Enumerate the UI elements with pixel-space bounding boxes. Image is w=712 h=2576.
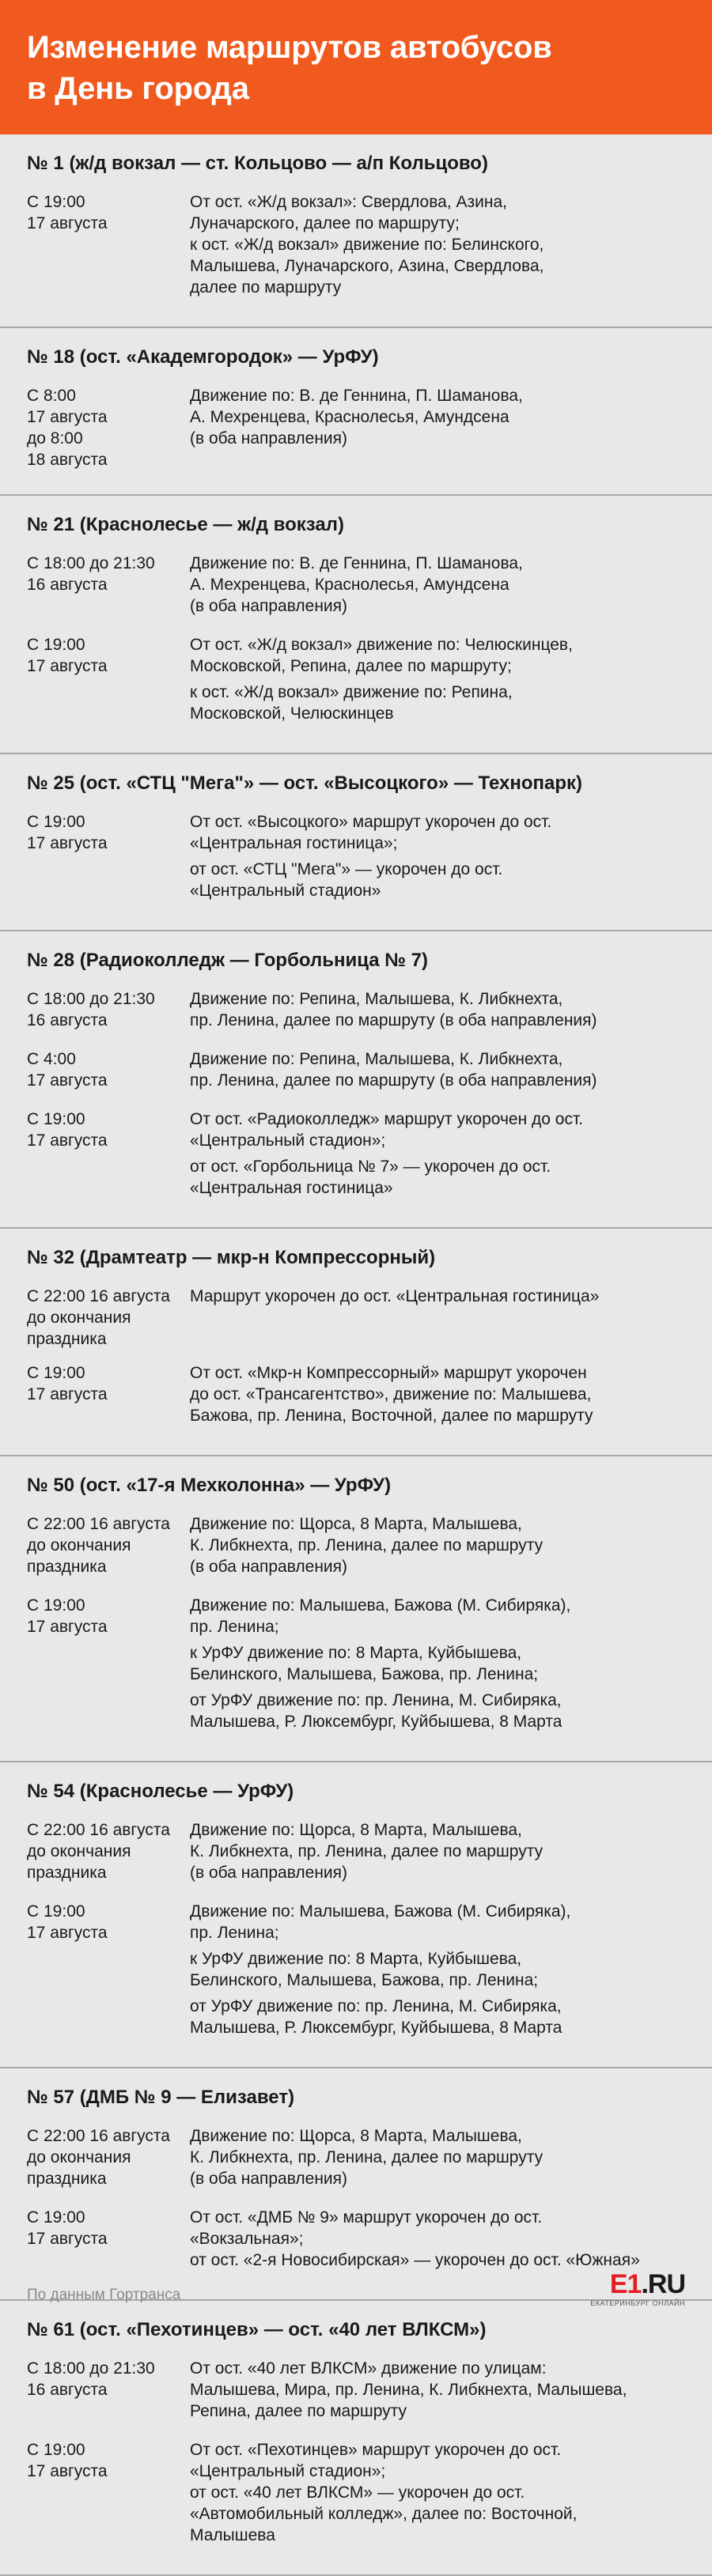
schedule-description xyxy=(190,553,685,621)
logo-e1-text: E1 xyxy=(609,2269,642,2299)
description-paragraph: Движение по: Репина, Малышева, К. Либкнехта, пр. Ленина, далее по маршруту (в оба направления) xyxy=(190,990,597,1029)
footer xyxy=(27,2268,685,2307)
schedule-description xyxy=(190,1362,685,1431)
description-paragraph: Движение по: Малышева, Бажова (М. Сибиряка), пр. Ленина; xyxy=(190,1596,571,1636)
schedule-row xyxy=(27,2125,685,2194)
schedule-row xyxy=(27,2207,685,2276)
schedule-time: С 19:00 17 августа xyxy=(27,1364,108,1403)
schedule-time: С 4:00 17 августа xyxy=(27,1050,108,1090)
description-paragraph: к УрФУ движение по: 8 Марта, Куйбышева, Белинского, Малышева, Бажова, пр. Ленина; xyxy=(190,1644,539,1683)
description-paragraph: От ост. «Радиоколледж» маршрут укорочен до ост. «Центральный стадион»; xyxy=(190,1110,584,1150)
description-paragraph: От ост. «Пехотинцев» маршрут укорочен до ост. «Центральный стадион»; от ост. «40 лет ВЛКСМ» — укорочен до ост. «Автомобильный колледж», далее по: Восточной, Малышева xyxy=(190,2441,578,2544)
route-title: № 18 (ост. «Академгородок» — УрФУ) xyxy=(27,346,379,368)
route-title: № 25 (ост. «СТЦ "Мега"» — ост. «Высоцкого» — Технопарк) xyxy=(27,772,583,794)
route-title: № 61 (ост. «Пехотинцев» — ост. «40 лет ВЛКСМ») xyxy=(27,2319,487,2340)
description-paragraph: От ост. «40 лет ВЛКСМ» движение по улицам: Малышева, Мира, пр. Ленина, К. Либкнехта, Малышева, Репина, далее по маршруту xyxy=(190,2359,627,2420)
schedule-row xyxy=(27,1048,685,1096)
schedule-description xyxy=(190,385,685,470)
description-paragraph: от ост. «СТЦ "Мега"» — укорочен до ост. «Центральный стадион» xyxy=(190,860,503,900)
route-block xyxy=(0,1229,712,1456)
description-paragraph: к ост. «Ж/д вокзал» движение по: Репина, Московской, Челюскинцев xyxy=(190,683,513,723)
description-paragraph: от ост. «Горбольница № 7» — укорочен до ост. «Центральная гостиница» xyxy=(190,1158,551,1197)
description-paragraph: От ост. «ДМБ № 9» маршрут укорочен до ост. «Вокзальная»; от ост. «2-я Новосибирская» — укорочен до ост. «Южная» xyxy=(190,2208,640,2269)
schedule-row xyxy=(27,191,685,303)
route-block xyxy=(0,2301,712,2576)
schedule-row xyxy=(27,988,685,1036)
schedule-row xyxy=(27,2439,685,2551)
description-paragraph: От ост. «Ж/д вокзал»: Свердлова, Азина, Луначарского, далее по маршруту; к ост. «Ж/д вокзал» движение по: Белинского, Малышева, Луначарского, Азина, Свердлова, далее по маршруту xyxy=(190,193,544,297)
schedule-description xyxy=(190,1286,685,1350)
route-title: № 28 (Радиоколледж — Горбольница № 7) xyxy=(27,950,429,971)
route-title: № 1 (ж/д вокзал — ст. Кольцово — а/п Кольцово) xyxy=(27,153,488,174)
description-paragraph: От ост. «Высоцкого» маршрут укорочен до ост. «Центральная гостиница»; xyxy=(190,813,552,852)
schedule-description xyxy=(190,1819,685,1888)
schedule-row xyxy=(27,1901,685,2043)
route-block xyxy=(0,754,712,931)
description-paragraph: Движение по: В. де Геннина, П. Шаманова, А. Мехренцева, Краснолесья, Амундсена (в оба направления) xyxy=(190,554,523,615)
schedule-time: С 19:00 17 августа xyxy=(27,2208,108,2248)
schedule-row xyxy=(27,634,685,729)
schedule-row xyxy=(27,1109,685,1203)
schedule-row xyxy=(27,2358,685,2427)
description-paragraph: Движение по: Щорса, 8 Марта, Малышева, К. Либкнехта, пр. Ленина, далее по маршруту (в оба направления) xyxy=(190,1515,543,1576)
schedule-row xyxy=(27,1286,685,1350)
schedule-time: С 8:00 17 августа до 8:00 18 августа xyxy=(27,387,108,469)
schedule-description xyxy=(190,2358,685,2427)
schedule-description xyxy=(190,2125,685,2194)
description-paragraph: от УрФУ движение по: пр. Ленина, М. Сибиряка, Малышева, Р. Люксембург, Куйбышева, 8 Марта xyxy=(190,1997,562,2037)
route-block xyxy=(0,931,712,1229)
schedule-description xyxy=(190,2439,685,2551)
description-paragraph: к УрФУ движение по: 8 Марта, Куйбышева, Белинского, Малышева, Бажова, пр. Ленина; xyxy=(190,1950,539,1989)
schedule-description xyxy=(190,1513,685,1582)
schedule-time: С 18:00 до 21:30 16 августа xyxy=(27,2359,155,2399)
description-paragraph: от УрФУ движение по: пр. Ленина, М. Сибиряка, Малышева, Р. Люксембург, Куйбышева, 8 Марта xyxy=(190,1691,562,1731)
route-block xyxy=(0,1762,712,2068)
source-note: По данным Гортранса xyxy=(27,2287,181,2303)
schedule-row xyxy=(27,553,685,621)
schedule-time: С 18:00 до 21:30 16 августа xyxy=(27,990,155,1029)
schedule-description xyxy=(190,191,685,303)
description-paragraph: Маршрут укорочен до ост. «Центральная гостиница» xyxy=(190,1287,600,1305)
schedule-time: С 19:00 17 августа xyxy=(27,1596,108,1636)
schedule-description xyxy=(190,1595,685,1737)
schedule-description xyxy=(190,811,685,906)
schedule-row xyxy=(27,1819,685,1888)
logo-ru-text: .RU xyxy=(641,2269,685,2299)
route-title: № 32 (Драмтеатр — мкр-н Компрессорный) xyxy=(27,1247,436,1268)
schedule-description xyxy=(190,1901,685,2043)
schedule-time: С 18:00 до 21:30 16 августа xyxy=(27,554,155,594)
route-block xyxy=(0,134,712,328)
page-title xyxy=(27,27,685,109)
schedule-row xyxy=(27,385,685,470)
schedule-description xyxy=(190,2207,685,2276)
description-paragraph: От ост. «Ж/д вокзал» движение по: Челюскинцев, Московской, Репина, далее по маршруту; xyxy=(190,636,573,675)
schedule-time: С 19:00 17 августа xyxy=(27,2441,108,2480)
route-title: № 57 (ДМБ № 9 — Елизавет) xyxy=(27,2087,295,2108)
page-title-line2: в День города xyxy=(27,71,249,106)
description-paragraph: Движение по: В. де Геннина, П. Шаманова, А. Мехренцева, Краснолесья, Амундсена (в оба направления) xyxy=(190,387,523,448)
description-paragraph: Движение по: Щорса, 8 Марта, Малышева, К. Либкнехта, пр. Ленина, далее по маршруту (в оба направления) xyxy=(190,2127,543,2188)
schedule-description xyxy=(190,634,685,729)
route-block xyxy=(0,496,712,754)
schedule-time: С 19:00 17 августа xyxy=(27,636,108,675)
schedule-description xyxy=(190,1109,685,1203)
route-block xyxy=(0,328,712,496)
route-title: № 21 (Краснолесье — ж/д вокзал) xyxy=(27,514,344,535)
schedule-row xyxy=(27,811,685,906)
description-paragraph: От ост. «Мкр-н Компрессорный» маршрут укорочен до ост. «Трансагентство», движение по: Малышева, Бажова, пр. Ленина, Восточной, далее по маршруту xyxy=(190,1364,593,1425)
route-block xyxy=(0,1456,712,1762)
route-block xyxy=(0,2068,712,2301)
description-paragraph: Движение по: Щорса, 8 Марта, Малышева, К. Либкнехта, пр. Ленина, далее по маршруту (в оба направления) xyxy=(190,1821,543,1882)
logo-mark xyxy=(610,2271,685,2298)
route-title: № 54 (Краснолесье — УрФУ) xyxy=(27,1781,294,1802)
schedule-row xyxy=(27,1513,685,1582)
e1-logo[interactable] xyxy=(590,2271,685,2307)
routes-list xyxy=(0,134,712,2576)
schedule-time: С 22:00 16 августа до окончания праздника xyxy=(27,1821,170,1882)
schedule-description xyxy=(190,1048,685,1096)
route-title: № 50 (ост. «17-я Мехколонна» — УрФУ) xyxy=(27,1475,392,1496)
schedule-time: С 19:00 17 августа xyxy=(27,813,108,852)
schedule-time: С 19:00 17 августа xyxy=(27,1110,108,1150)
header-banner xyxy=(0,0,712,134)
schedule-time: С 19:00 17 августа xyxy=(27,193,108,232)
schedule-time: С 22:00 16 августа до окончания праздника xyxy=(27,1287,170,1348)
schedule-time: С 19:00 17 августа xyxy=(27,1902,108,1942)
page-title-line1: Изменение маршрутов автобусов xyxy=(27,30,552,65)
logo-subtitle: ЕКАТЕРИНБУРГ ОНЛАЙН xyxy=(590,2299,685,2307)
schedule-row xyxy=(27,1362,685,1431)
description-paragraph: Движение по: Малышева, Бажова (М. Сибиряка), пр. Ленина; xyxy=(190,1902,571,1942)
description-paragraph: Движение по: Репина, Малышева, К. Либкнехта, пр. Ленина, далее по маршруту (в оба направления) xyxy=(190,1050,597,1090)
schedule-time: С 22:00 16 августа до окончания праздника xyxy=(27,2127,170,2188)
schedule-time: С 22:00 16 августа до окончания праздника xyxy=(27,1515,170,1576)
schedule-row xyxy=(27,1595,685,1737)
schedule-description xyxy=(190,988,685,1036)
